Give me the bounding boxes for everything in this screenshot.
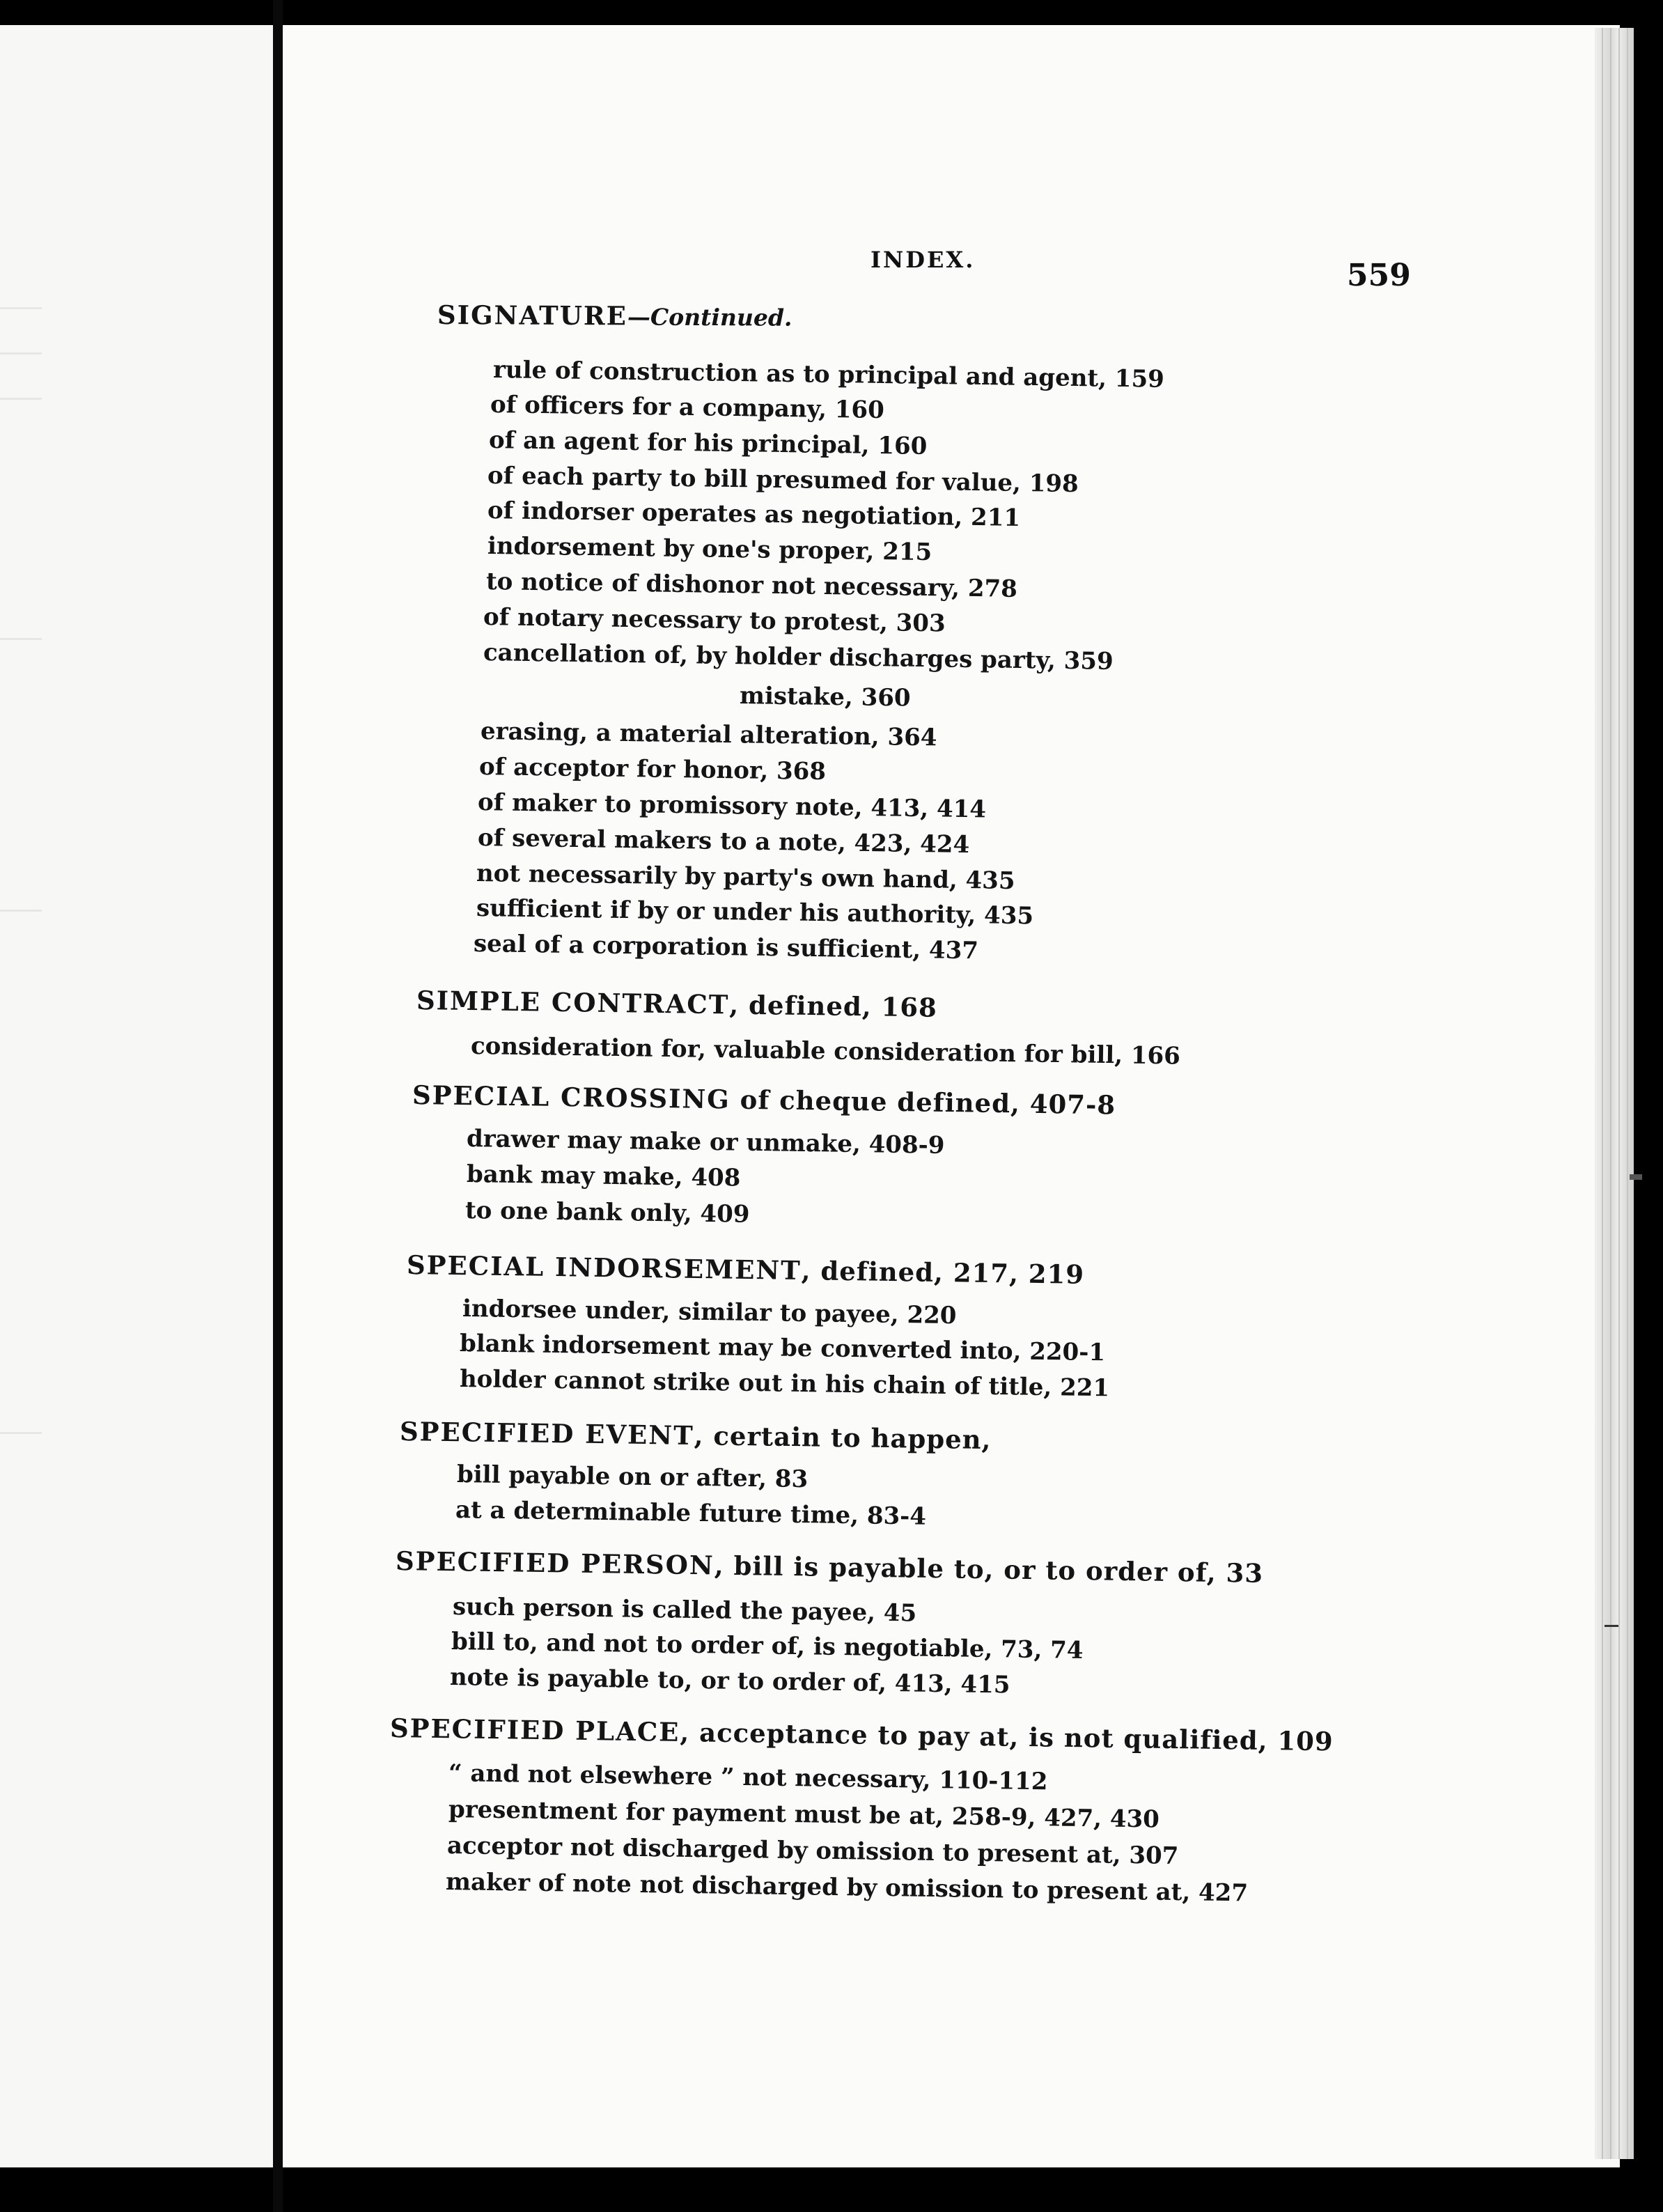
- heading-term: SIMPLE CONTRACT: [416, 985, 730, 1020]
- subentry: bill to, and not to order of, is negotiable, 73, 74: [451, 1628, 1084, 1665]
- edge-mark: [1630, 1174, 1642, 1180]
- heading-detail: of cheque defined, 407-8: [730, 1084, 1116, 1121]
- subentry: of each party to bill presumed for value, 198: [487, 462, 1079, 499]
- heading-term: SPECIAL CROSSING: [412, 1080, 731, 1115]
- faint-show-through: [0, 638, 42, 640]
- subentry: mistake, 360: [739, 682, 911, 712]
- subentry: bill payable on or after, 83: [456, 1461, 809, 1494]
- subentry: of notary necessary to protest, 303: [483, 603, 946, 638]
- heading-detail: , defined, 217, 219: [801, 1255, 1085, 1290]
- running-header: INDEX.: [870, 247, 976, 273]
- subentry: holder cannot strike out in his chain of title, 221: [459, 1365, 1110, 1403]
- index-heading: [437, 299, 793, 332]
- faint-show-through: [0, 1432, 42, 1434]
- subentry: presentment for payment must be at, 258-9, 427, 430: [448, 1796, 1160, 1834]
- subentry: bank may make, 408: [466, 1160, 741, 1192]
- subentry: of several makers to a note, 423, 424: [477, 824, 970, 859]
- faint-show-through: [0, 352, 42, 355]
- subentry: to one bank only, 409: [464, 1197, 750, 1229]
- subentry: indorsement by one's proper, 215: [487, 532, 932, 567]
- subentry: of acceptor for honor, 368: [478, 753, 827, 786]
- facing-page: [0, 25, 273, 2167]
- heading-detail: , bill is payable to, or to order of, 33: [714, 1550, 1264, 1589]
- margin-mark: [1605, 1625, 1618, 1627]
- subentry: erasing, a material alteration, 364: [480, 717, 937, 752]
- subentry: sufficient if by or under his authority, 435: [476, 894, 1034, 930]
- book-gutter: [273, 0, 283, 2212]
- subentry: note is payable to, or to order of, 413, 415: [449, 1663, 1010, 1699]
- subentry: at a determinable future time, 83-4: [455, 1496, 927, 1531]
- subentry: maker of note not discharged by omission to present at, 427: [445, 1868, 1249, 1908]
- faint-show-through: [0, 910, 42, 912]
- subentry: not necessarily by party's own hand, 435: [476, 859, 1015, 896]
- subentry: drawer may make or unmake, 408-9: [466, 1125, 945, 1160]
- page-number: 559: [1347, 258, 1411, 293]
- heading-term: SIGNATURE: [437, 299, 628, 332]
- page-edge-stack: [1595, 28, 1634, 2159]
- subentry: seal of a corporation is sufficient, 437: [473, 930, 979, 965]
- heading-detail: , defined, 168: [729, 989, 938, 1023]
- subentry: “ and not elsewhere ” not necessary, 110-112: [448, 1759, 1048, 1796]
- continued-label: —Continued.: [627, 303, 793, 332]
- subentry: of an agent for his principal, 160: [488, 426, 928, 461]
- heading-term: SPECIFIED PERSON: [395, 1545, 715, 1581]
- subentry: consideration for, valuable consideration for bill, 166: [470, 1032, 1181, 1070]
- subentry: of maker to promissory note, 413, 414: [477, 788, 987, 824]
- faint-show-through: [0, 307, 42, 309]
- faint-show-through: [0, 398, 42, 400]
- subentry: to notice of dishonor not necessary, 278: [485, 568, 1018, 603]
- subentry: acceptor not discharged by omission to present at, 307: [446, 1832, 1179, 1871]
- heading-term: SPECIAL INDORSEMENT: [406, 1249, 802, 1286]
- subentry: rule of construction as to principal and agent, 159: [492, 356, 1165, 394]
- heading-term: SPECIFIED PLACE: [389, 1713, 680, 1747]
- heading-term: SPECIFIED EVENT: [399, 1416, 694, 1451]
- subentry: cancellation of, by holder discharges party, 359: [483, 639, 1114, 676]
- subentry: of indorser operates as negotiation, 211: [487, 497, 1021, 532]
- heading-detail: , certain to happen,: [694, 1420, 992, 1456]
- heading-detail: , acceptance to pay at, is not qualified, 109: [680, 1716, 1334, 1757]
- subentry: blank indorsement may be converted into, 220-1: [459, 1330, 1106, 1367]
- subentry: indorsee under, similar to payee, 220: [462, 1295, 957, 1330]
- subentry: such person is called the payee, 45: [452, 1593, 917, 1628]
- subentry: of officers for a company, 160: [490, 391, 885, 425]
